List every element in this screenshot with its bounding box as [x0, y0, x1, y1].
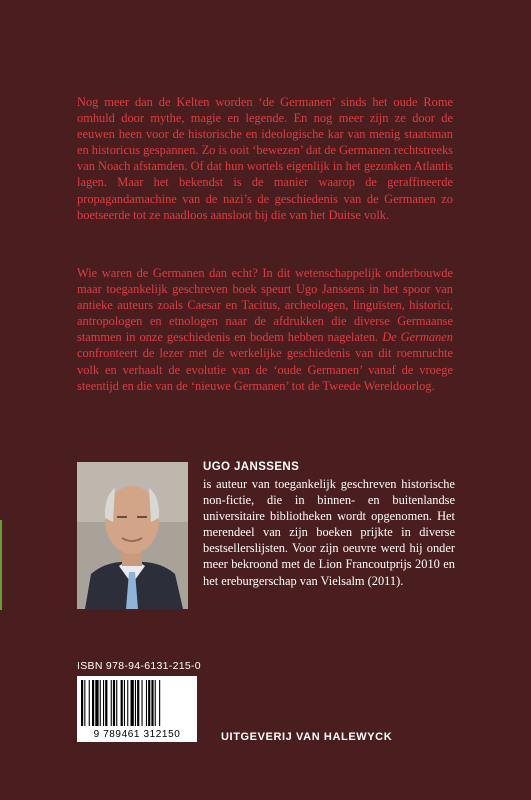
barcode-bar: [81, 680, 83, 726]
barcode-bar: [105, 680, 107, 726]
book-title-italic: De Germanen: [382, 330, 453, 345]
barcode-bar: [92, 680, 94, 726]
spine-edge-mark: [0, 520, 2, 610]
barcode-bar: [124, 680, 125, 726]
barcode-bar: [121, 680, 123, 726]
barcode: [77, 676, 197, 742]
blurb-paragraph-2-end: confronteert de lezer met de werkelijke geschiedenis van dit roemruchte volk en verhaalt de evolutie van de ‘oude Germanen’ vanaf de vroege steentijd en die van de ‘nieuwe Germanen’ tot de Tweede Wereldoorlog.: [77, 346, 453, 393]
barcode-bar: [137, 680, 139, 726]
blurb-paragraph-2-start: Wie waren de Germanen dan echt? In dit wetenschappelijk onderbouwde maar toegankelijk geschreven boek speurt Ugo Janssens in het spoor van antieke auteurs zoals Caesar en Tacitus, archeologen, linguïsten, historici, antropologen en etnologen naar de afdrukken die diverse Germaanse stammen in onze geschiedenis en bodem hebben nagelaten.: [77, 266, 453, 345]
barcode-bar: [95, 680, 98, 726]
barcode-bar: [135, 680, 136, 726]
barcode-bar: [146, 680, 147, 726]
barcode-bar: [131, 680, 134, 726]
barcode-bar: [155, 680, 156, 726]
barcode-bar: [100, 680, 101, 726]
barcode-bar: [142, 680, 143, 726]
barcode-bar: [111, 680, 112, 726]
barcode-bars: [77, 678, 197, 730]
barcode-bar: [116, 680, 117, 726]
barcode-digits: 9 789461 312150: [93, 729, 181, 740]
barcode-bar: [113, 680, 115, 726]
barcode-bar: [151, 680, 153, 726]
author-bio: is auteur van toegankelijk geschreven historische non-fictie, die in binnen- en buitenlandse universitaire bibliotheken wordt opgenomen. Het merendeel van zijn boeken prijkte in diverse bestsellerslijsten. Voor zijn oeuvre werd hij onder meer bekroond met de Lion Francoutprijs 2010 en het ereburgerschap van Vielsalm (2011).: [203, 477, 455, 588]
author-name: UGO JANSSENS: [203, 461, 300, 473]
barcode-bar: [89, 680, 90, 726]
barcode-bar: [148, 680, 150, 726]
publisher-name: UITGEVERIJ VAN HALEWYCK: [221, 731, 393, 743]
isbn-label: ISBN 978-94-6131-215-0: [77, 660, 201, 672]
author-portrait-image: [77, 462, 188, 609]
barcode-bar: [84, 680, 85, 726]
barcode-bar: [103, 680, 104, 726]
barcode-bar: [159, 680, 160, 726]
blurb-paragraph-1: Nog meer dan de Kelten worden ‘de Germanen’ sinds het oude Rome omhuld door mythe, magie en legende. En nog meer zijn ze door de eeuwen heen voor de historische en ideologische kar van menig staatsman en historicus gespannen. Zo is ooit ‘bewezen’ dat de Germanen rechtstreeks van Noach afstamden. Of dat hun wortels eigenlijk in het gezonken Atlantis lagen. Maar het bekendst is de manier waarop de geraffineerde propagandamachine van de nazi’s de geschiedenis van de Germanen zo boetseerde tot ze naadloos aansloot bij die van het Duitse volk.: [77, 95, 453, 222]
blurb-paragraph-2: [77, 265, 453, 394]
barcode-bar: [127, 680, 128, 726]
author-photo: [77, 462, 188, 609]
